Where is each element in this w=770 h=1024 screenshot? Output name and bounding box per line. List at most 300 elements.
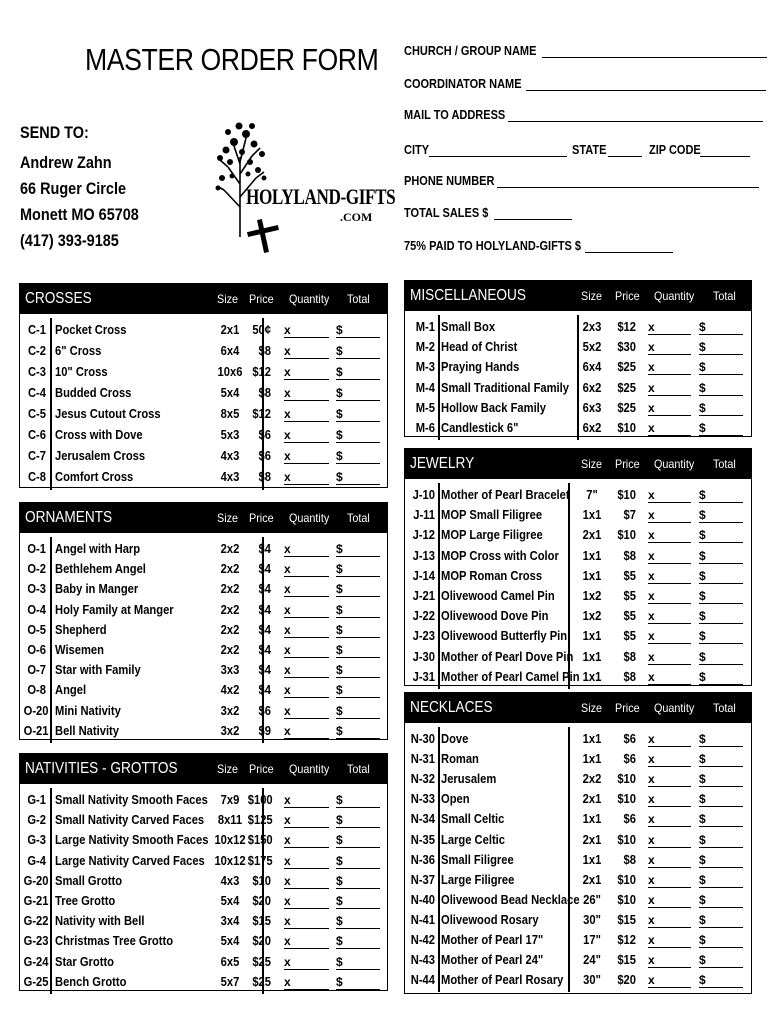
item-row — [20, 383, 387, 403]
total-field[interactable]: $ — [699, 589, 743, 604]
total-field[interactable]: $ — [336, 323, 380, 338]
item-code: O-2 — [27, 561, 46, 577]
logo-subtext: .COM — [340, 210, 373, 224]
quantity-field[interactable]: x — [284, 428, 329, 443]
total-field[interactable]: $ — [336, 793, 380, 808]
item-price: $4 — [258, 621, 271, 637]
quantity-field[interactable]: x — [648, 569, 691, 584]
quantity-field[interactable]: x — [648, 812, 691, 827]
item-price: $10 — [617, 771, 636, 787]
column-header-size: Size — [217, 292, 239, 306]
quantity-field[interactable]: x — [284, 894, 329, 909]
total-field[interactable]: $ — [699, 609, 743, 624]
item-size: 2x3 — [582, 319, 602, 334]
item-name: Baby in Manger — [55, 581, 139, 597]
item-price: $15 — [617, 911, 636, 927]
item-price: $175 — [247, 852, 273, 868]
item-row — [20, 362, 387, 382]
column-header-total: Total — [347, 292, 370, 306]
quantity-field[interactable]: x — [284, 874, 329, 889]
item-size: 10x6 — [217, 364, 243, 379]
item-size: 2x1 — [582, 527, 602, 543]
total-field[interactable]: $ — [336, 428, 380, 443]
coordinator-field[interactable] — [526, 78, 766, 91]
item-size: 26" — [583, 891, 601, 907]
item-price: $9 — [258, 722, 271, 738]
item-price: $8 — [623, 547, 636, 563]
item-price: $8 — [623, 668, 636, 684]
total-field[interactable]: $ — [336, 704, 380, 719]
total-field[interactable]: $ — [699, 953, 743, 968]
quantity-field[interactable]: x — [648, 893, 691, 908]
item-size: 1x1 — [582, 547, 602, 563]
quantity-field[interactable]: x — [648, 360, 691, 375]
quantity-field[interactable]: x — [284, 975, 329, 990]
item-size: 24" — [583, 952, 601, 968]
item-code: G-2 — [27, 812, 46, 828]
item-price: $12 — [617, 319, 636, 334]
item-name: Cross with Dove — [55, 427, 143, 442]
item-code: C-6 — [27, 427, 46, 442]
item-price: $12 — [252, 364, 271, 379]
quantity-field[interactable]: x — [648, 833, 691, 848]
item-price: $10 — [617, 420, 636, 435]
quantity-field[interactable]: x — [648, 933, 691, 948]
column-header-price: Price — [615, 701, 640, 715]
item-price: $4 — [258, 662, 271, 678]
total-field[interactable]: $ — [699, 973, 743, 988]
item-row — [405, 566, 751, 586]
total-field[interactable]: $ — [699, 893, 743, 908]
item-size: 17" — [583, 932, 601, 947]
total-field[interactable]: $ — [699, 401, 743, 416]
quantity-field[interactable]: x — [648, 629, 691, 644]
miscellaneous-section — [404, 280, 752, 437]
quantity-field[interactable]: x — [648, 873, 691, 888]
total-field[interactable]: $ — [699, 340, 743, 355]
item-row — [20, 680, 387, 700]
item-price: $8 — [623, 648, 636, 664]
item-row — [20, 701, 387, 721]
quantity-field[interactable]: x — [284, 562, 329, 577]
item-size: 1x1 — [582, 567, 602, 583]
city-field[interactable] — [429, 144, 567, 157]
quantity-field[interactable]: x — [284, 955, 329, 970]
quantity-field[interactable]: x — [284, 833, 329, 848]
item-row — [405, 870, 751, 890]
total-field[interactable]: $ — [336, 365, 380, 380]
item-size: 6x2 — [582, 420, 602, 435]
total-field[interactable]: $ — [336, 582, 380, 597]
total-field[interactable]: $ — [699, 549, 743, 564]
item-row — [405, 647, 751, 667]
item-price: $10 — [617, 831, 636, 847]
phone-field[interactable] — [497, 175, 759, 188]
item-size: 7" — [586, 487, 598, 502]
section-header — [20, 754, 387, 784]
item-price: $6 — [623, 811, 636, 827]
item-size: 5x4 — [220, 933, 240, 949]
item-code: C-4 — [27, 385, 46, 400]
total-field[interactable]: $ — [699, 569, 743, 584]
quantity-field[interactable]: x — [648, 508, 691, 523]
item-price: $25 — [252, 973, 271, 989]
item-price: $15 — [252, 913, 271, 929]
item-name: Olivewood Camel Pin — [441, 588, 555, 603]
total-field[interactable]: $ — [699, 381, 743, 396]
section-title: CROSSES — [25, 290, 92, 307]
item-size: 1x1 — [582, 731, 602, 746]
total-field[interactable]: $ — [699, 360, 743, 375]
item-code: O-4 — [27, 601, 46, 617]
quantity-field[interactable]: x — [648, 670, 691, 685]
item-price: $4 — [258, 682, 271, 698]
paid-field[interactable] — [585, 240, 673, 253]
item-price: $4 — [258, 601, 271, 617]
quantity-field[interactable]: x — [284, 603, 329, 618]
item-row — [405, 930, 751, 950]
quantity-field[interactable]: x — [648, 421, 691, 436]
item-name: Bell Nativity — [55, 722, 120, 738]
total-field[interactable]: $ — [699, 792, 743, 807]
total-field[interactable]: $ — [699, 488, 743, 503]
quantity-field[interactable]: x — [648, 340, 691, 355]
item-code: N-37 — [410, 871, 435, 887]
total-field[interactable]: $ — [699, 833, 743, 848]
mail-address-field[interactable] — [508, 109, 763, 122]
item-price: $150 — [247, 832, 273, 848]
item-code: J-23 — [412, 628, 435, 644]
total-field[interactable]: $ — [699, 421, 743, 436]
total-field[interactable]: $ — [699, 812, 743, 827]
quantity-field[interactable]: x — [284, 934, 329, 949]
total-field[interactable]: $ — [336, 955, 380, 970]
item-name: Small Traditional Family — [441, 379, 569, 395]
item-name: Dove — [441, 731, 469, 746]
quantity-field[interactable]: x — [284, 623, 329, 638]
item-name: Olivewood Butterfly Pin — [441, 628, 568, 644]
total-field[interactable]: $ — [699, 670, 743, 685]
item-code: M-6 — [415, 420, 435, 435]
total-field[interactable]: $ — [699, 732, 743, 747]
item-row — [20, 539, 387, 559]
quantity-field[interactable]: x — [648, 589, 691, 604]
item-code: N-36 — [410, 851, 435, 867]
zip-field[interactable] — [700, 144, 750, 157]
phone-label: PHONE NUMBER — [404, 174, 495, 188]
item-name: Jerusalem — [441, 771, 497, 787]
quantity-field[interactable]: x — [284, 386, 329, 401]
quantity-field[interactable]: x — [284, 813, 329, 828]
address-line: (417) 393-9185 — [20, 231, 119, 250]
total-field[interactable]: $ — [336, 542, 380, 557]
state-label: STATE — [572, 143, 607, 157]
item-size: 6x4 — [220, 343, 240, 358]
quantity-field[interactable]: x — [648, 381, 691, 396]
item-size: 1x1 — [582, 851, 602, 867]
total-field[interactable]: $ — [699, 853, 743, 868]
quantity-field[interactable]: x — [648, 320, 691, 335]
item-price: $25 — [617, 399, 636, 415]
quantity-field[interactable]: x — [284, 344, 329, 359]
total-field[interactable]: $ — [699, 752, 743, 767]
page-title: MASTER ORDER FORM — [85, 42, 379, 77]
quantity-field[interactable]: x — [648, 401, 691, 416]
item-name: 6" Cross — [55, 343, 102, 358]
item-row — [405, 586, 751, 606]
quantity-field[interactable]: x — [648, 772, 691, 787]
item-row — [405, 970, 751, 990]
item-code: N-41 — [410, 911, 435, 927]
quantity-field[interactable]: x — [284, 323, 329, 338]
item-size: 6x5 — [220, 953, 240, 969]
item-name: Shepherd — [55, 621, 107, 637]
item-row — [405, 667, 751, 687]
quantity-field[interactable]: x — [648, 913, 691, 928]
item-price: $25 — [617, 379, 636, 395]
item-name: Large Nativity Smooth Faces — [55, 832, 209, 848]
item-size: 7x9 — [220, 792, 240, 807]
total-field[interactable]: $ — [336, 874, 380, 889]
total-field[interactable]: $ — [336, 407, 380, 422]
quantity-field[interactable]: x — [284, 854, 329, 869]
total-field[interactable]: $ — [336, 975, 380, 990]
item-name: Small Box — [441, 319, 496, 334]
ornaments-section — [19, 502, 388, 740]
quantity-field[interactable]: x — [284, 470, 329, 485]
item-row — [20, 911, 387, 931]
item-size: 5x7 — [220, 973, 240, 989]
quantity-field[interactable]: x — [648, 609, 691, 624]
item-row — [405, 525, 751, 545]
total-field[interactable]: $ — [336, 643, 380, 658]
total-field[interactable]: $ — [699, 650, 743, 665]
item-row — [20, 620, 387, 640]
item-size: 3x3 — [220, 662, 240, 678]
quantity-field[interactable]: x — [648, 953, 691, 968]
item-code: G-22 — [23, 913, 49, 929]
item-row — [20, 830, 387, 850]
item-code: C-3 — [27, 364, 46, 379]
item-name: MOP Small Filigree — [441, 507, 543, 523]
item-code: G-4 — [27, 852, 46, 868]
quantity-field[interactable]: x — [648, 650, 691, 665]
item-name: Angel with Harp — [55, 541, 141, 556]
crosses-section — [19, 283, 388, 488]
item-code: J-14 — [412, 567, 435, 583]
total-field[interactable]: $ — [336, 854, 380, 869]
item-size: 1x1 — [582, 811, 602, 827]
item-row — [405, 910, 751, 930]
item-row — [20, 579, 387, 599]
item-price: $10 — [252, 872, 271, 888]
church-label: CHURCH / GROUP NAME — [404, 44, 537, 58]
item-code: M-3 — [415, 359, 435, 375]
item-name: Large Filigree — [441, 871, 515, 887]
total-field[interactable]: $ — [336, 663, 380, 678]
item-row — [405, 729, 751, 749]
item-name: Nativity with Bell — [55, 913, 145, 929]
item-price: $6 — [623, 751, 636, 767]
quantity-field[interactable]: x — [648, 549, 691, 564]
quantity-field[interactable]: x — [284, 704, 329, 719]
column-header-price: Price — [615, 457, 640, 471]
quantity-field[interactable]: x — [284, 663, 329, 678]
church-field[interactable] — [542, 45, 767, 58]
mail-address-label: MAIL TO ADDRESS — [404, 108, 506, 122]
item-name: Olivewood Rosary — [441, 911, 539, 927]
total-field[interactable]: $ — [336, 683, 380, 698]
item-code: N-32 — [410, 771, 435, 787]
item-row — [20, 425, 387, 445]
total-field[interactable]: $ — [336, 562, 380, 577]
quantity-field[interactable]: x — [648, 488, 691, 503]
item-size: 1x1 — [582, 751, 602, 767]
quantity-field[interactable]: x — [284, 542, 329, 557]
item-name: Pocket Cross — [55, 322, 127, 337]
total-field[interactable]: $ — [336, 894, 380, 909]
item-price: $10 — [617, 487, 636, 502]
total-field[interactable]: $ — [699, 320, 743, 335]
total-field[interactable]: $ — [336, 449, 380, 464]
item-code: G-23 — [23, 933, 49, 949]
item-price: $12 — [252, 406, 271, 421]
item-name: Mini Nativity — [55, 702, 121, 718]
item-price: $25 — [617, 359, 636, 375]
quantity-field[interactable]: x — [648, 973, 691, 988]
quantity-field[interactable]: x — [284, 365, 329, 380]
total-field[interactable]: $ — [699, 528, 743, 543]
total-field[interactable]: $ — [336, 724, 380, 739]
item-name: Angel — [55, 682, 87, 698]
item-code: G-3 — [27, 832, 46, 848]
item-name: Large Celtic — [441, 831, 506, 847]
item-row — [405, 378, 751, 398]
total-field[interactable]: $ — [336, 344, 380, 359]
item-row — [20, 467, 387, 487]
item-size: 2x1 — [582, 791, 602, 807]
item-row — [405, 830, 751, 850]
total-sales-field[interactable] — [494, 207, 572, 220]
total-field[interactable]: $ — [336, 914, 380, 929]
item-price: $8 — [258, 343, 271, 358]
item-name: Small Grotto — [55, 872, 123, 888]
item-code: N-33 — [410, 791, 435, 807]
total-field[interactable]: $ — [336, 833, 380, 848]
quantity-field[interactable]: x — [648, 752, 691, 767]
total-field[interactable]: $ — [699, 913, 743, 928]
item-row — [20, 721, 387, 741]
item-price: $4 — [258, 642, 271, 657]
total-field[interactable]: $ — [336, 623, 380, 638]
column-header-total: Total — [713, 457, 736, 471]
item-name: Wisemen — [55, 642, 104, 657]
send-to-block — [20, 120, 139, 254]
total-field[interactable]: $ — [336, 386, 380, 401]
item-code: N-34 — [410, 811, 435, 827]
quantity-field[interactable]: x — [284, 449, 329, 464]
column-header-price: Price — [249, 511, 274, 525]
item-row — [405, 337, 751, 357]
item-size: 1x2 — [582, 608, 602, 624]
total-field[interactable]: $ — [699, 772, 743, 787]
item-code: G-21 — [23, 893, 49, 908]
item-price: $7 — [623, 507, 636, 523]
column-header-size: Size — [217, 762, 239, 776]
item-size: 1x2 — [582, 588, 602, 603]
item-size: 1x1 — [582, 507, 602, 523]
item-size: 8x5 — [220, 406, 240, 421]
column-header-price: Price — [249, 292, 274, 306]
quantity-field[interactable]: x — [284, 643, 329, 658]
item-name: Candlestick 6" — [441, 420, 519, 435]
column-header-size: Size — [581, 457, 603, 471]
quantity-field[interactable]: x — [648, 792, 691, 807]
total-field[interactable]: $ — [699, 629, 743, 644]
item-row — [20, 559, 387, 579]
paid-label: 75% PAID TO HOLYLAND-GIFTS $ — [404, 239, 582, 253]
column-header-size: Size — [217, 511, 239, 525]
total-field[interactable]: $ — [336, 470, 380, 485]
item-code: J-31 — [412, 668, 435, 684]
quantity-field[interactable]: x — [284, 683, 329, 698]
item-size: 2x2 — [220, 581, 240, 597]
quantity-field[interactable]: x — [284, 724, 329, 739]
quantity-field[interactable]: x — [284, 793, 329, 808]
item-price: $8 — [258, 385, 271, 400]
quantity-field[interactable]: x — [284, 407, 329, 422]
item-code: O-20 — [23, 702, 49, 718]
state-field[interactable] — [608, 144, 642, 157]
column-header-quantity: Quantity — [289, 762, 330, 776]
address-line: 66 Ruger Circle — [20, 179, 127, 198]
item-size: 5x3 — [220, 427, 240, 442]
item-code: C-8 — [27, 469, 46, 484]
item-row — [20, 660, 387, 680]
quantity-field[interactable]: x — [284, 914, 329, 929]
item-row — [20, 810, 387, 830]
item-code: C-7 — [27, 448, 46, 463]
total-field[interactable]: $ — [336, 813, 380, 828]
quantity-field[interactable]: x — [284, 582, 329, 597]
address-line: Andrew Zahn — [20, 153, 112, 172]
total-field[interactable]: $ — [336, 934, 380, 949]
item-code: M-2 — [415, 339, 435, 355]
column-header-total: Total — [347, 762, 370, 776]
total-field[interactable]: $ — [336, 603, 380, 618]
quantity-field[interactable]: x — [648, 528, 691, 543]
quantity-field[interactable]: x — [648, 853, 691, 868]
logo-text: HOLYLAND-GIFTS — [246, 184, 396, 209]
section-title: MISCELLANEOUS — [410, 287, 526, 304]
item-row — [405, 505, 751, 525]
item-size: 4x3 — [220, 448, 240, 463]
item-name: Star Grotto — [55, 953, 115, 969]
total-field[interactable]: $ — [699, 508, 743, 523]
item-row — [405, 950, 751, 970]
item-row — [405, 850, 751, 870]
total-field[interactable]: $ — [699, 873, 743, 888]
item-size: 1x1 — [582, 628, 602, 644]
column-header-price: Price — [249, 762, 274, 776]
item-name: Mother of Pearl 17" — [441, 932, 544, 947]
total-field[interactable]: $ — [699, 933, 743, 948]
quantity-field[interactable]: x — [648, 732, 691, 747]
item-row — [405, 398, 751, 418]
item-size: 3x4 — [220, 913, 240, 929]
item-size: 6x4 — [582, 359, 602, 375]
item-price: $5 — [623, 608, 636, 624]
